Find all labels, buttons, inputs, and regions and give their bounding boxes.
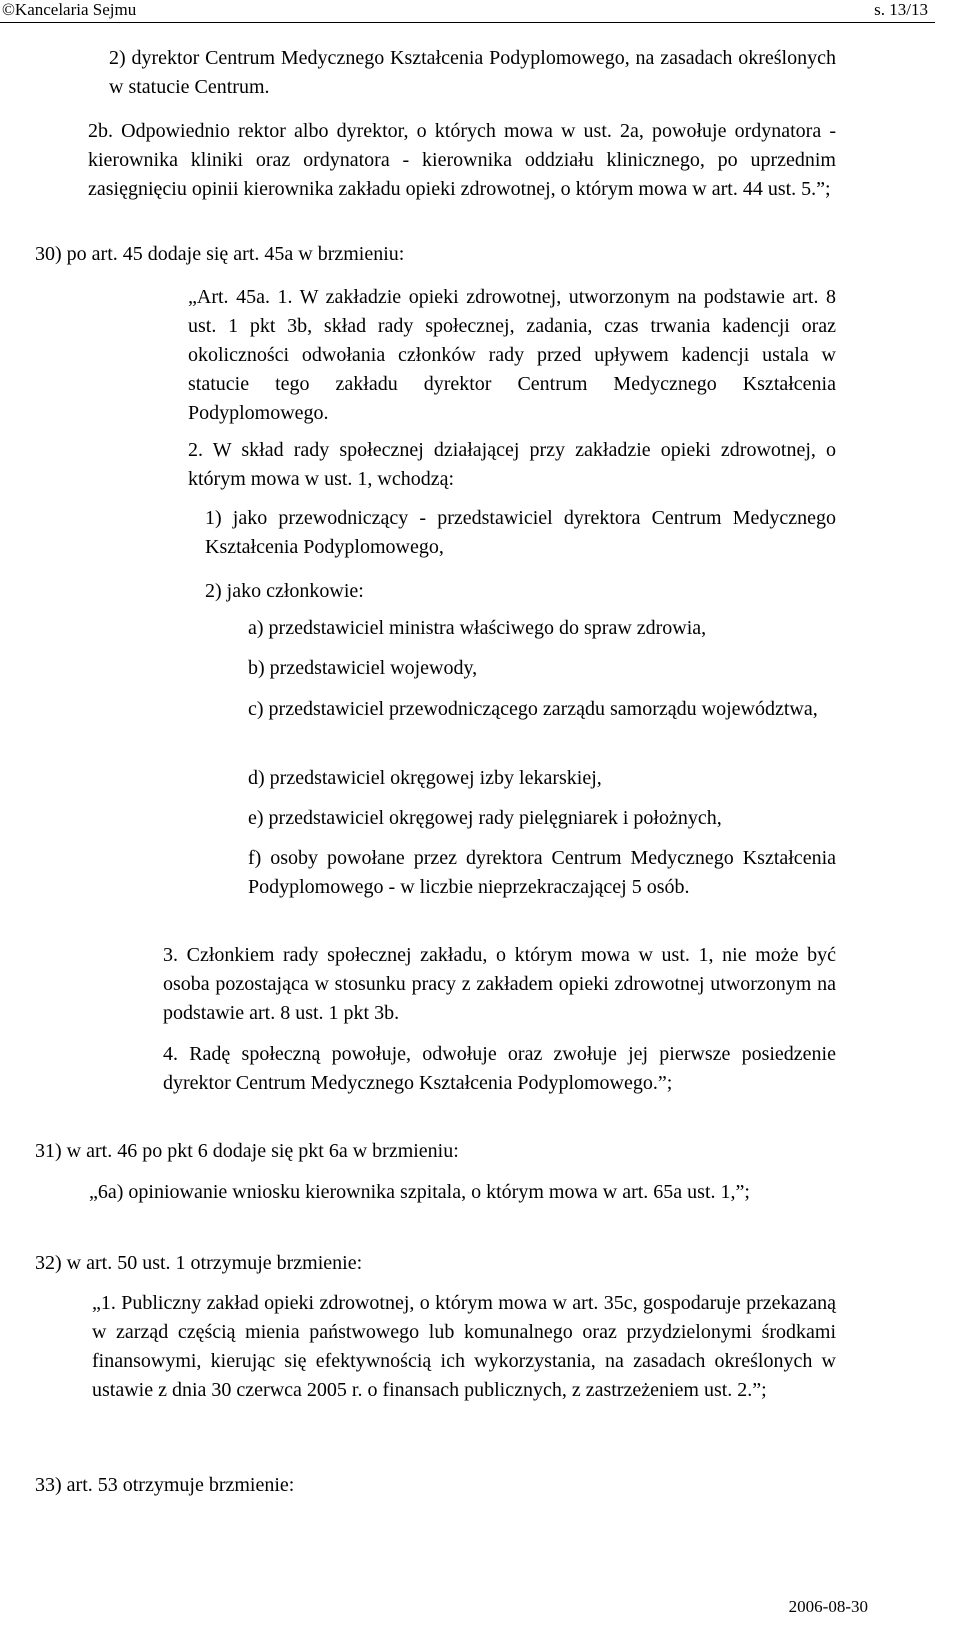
article-45a-section-4: [163, 1040, 836, 1098]
header-page-number: s. 13/13: [874, 0, 928, 19]
paragraph-text: 2) dyrektor Centrum Medycznego Kształcenia Podyplomowego, na zasadach określonych w statucie Centrum.: [109, 47, 836, 98]
list-item-members: [205, 577, 836, 606]
list-item-a: [248, 614, 836, 643]
article-50-section-1: [92, 1289, 836, 1405]
paragraph-text: 33) art. 53 otrzymuje brzmienie:: [35, 1474, 295, 1496]
header-copyright: ©Kancelaria Sejmu: [2, 0, 137, 19]
list-item-b: [248, 654, 836, 683]
paragraph-text: 4. Radę społeczną powołuje, odwołuje oraz zwołuje jej pierwsze posiedzenie dyrektor Centrum Medycznego Kształcenia Podyplomowego.”;: [163, 1043, 836, 1094]
paragraph-text: d) przedstawiciel okręgowej izby lekarskiej,: [248, 767, 602, 789]
paragraph-text: „1. Publiczny zakład opieki zdrowotnej, o którym mowa w art. 35c, gospodaruje przekazaną w zarząd częścią mienia państwowego lub komunalnego oraz przydzielonymi środkami finansowymi, kierując się efektywnością ich wykorzystania, na zasadach określonych w ustawie z dnia 30 czerwca 2005 r. o finansach publicznych, z zastrzeżeniem ust. 2.”;: [92, 1292, 836, 1401]
paragraph-text: f) osoby powołane przez dyrektora Centrum Medycznego Kształcenia Podyplomowego - w liczbie nieprzekraczającej 5 osób.: [248, 847, 836, 898]
list-item-e: [248, 804, 836, 833]
paragraph-text: „Art. 45a. 1. W zakładzie opieki zdrowotnej, utworzonym na podstawie art. 8 ust. 1 pkt 3b, skład rady społecznej, zadania, czas trwania kadencji oraz okoliczności odwołania członków rady przed upływem kadencji ustala w statucie tego zakładu dyrektor Centrum Medycznego Kształcenia Podyplomowego.: [188, 286, 836, 424]
article-45a-section-1: [188, 283, 836, 428]
list-item-chairman: [205, 504, 836, 562]
header-rule: [0, 22, 935, 23]
paragraph-text: b) przedstawiciel wojewody,: [248, 657, 478, 679]
paragraph-text: 2) jako członkowie:: [205, 580, 364, 602]
paragraph-text: 2. W skład rady społecznej działającej przy zakładzie opieki zdrowotnej, o którym mowa w ust. 1, wchodzą:: [188, 439, 836, 490]
amendment-31: [35, 1137, 835, 1166]
footer-date: 2006-08-30: [788, 1597, 868, 1616]
article-45a-section-3: [163, 941, 836, 1028]
paragraph-text: 31) w art. 46 po pkt 6 dodaje się pkt 6a w brzmieniu:: [35, 1140, 459, 1162]
article-45a-section-2: [188, 436, 836, 494]
paragraph-text: c) przedstawiciel przewodniczącego zarządu samorządu województwa,: [248, 698, 818, 720]
paragraph-text: 1) jako przewodniczący - przedstawiciel dyrektora Centrum Medycznego Kształcenia Podyplomowego,: [205, 507, 836, 558]
paragraph-item-2: [109, 44, 836, 102]
amendment-32: [35, 1249, 835, 1278]
point-6a: [89, 1178, 835, 1207]
list-item-d: [248, 764, 836, 793]
amendment-33: [35, 1471, 835, 1500]
paragraph-text: 30) po art. 45 dodaje się art. 45a w brzmieniu:: [35, 243, 405, 265]
paragraph-text: e) przedstawiciel okręgowej rady pielęgniarek i położnych,: [248, 807, 722, 829]
amendment-30: [35, 240, 835, 269]
list-item-f: [248, 844, 836, 902]
paragraph-text: „6a) opiniowanie wniosku kierownika szpitala, o którym mowa w art. 65a ust. 1,”;: [89, 1181, 750, 1203]
paragraph-2b: [88, 117, 836, 204]
list-item-c: [248, 695, 836, 724]
paragraph-text: 32) w art. 50 ust. 1 otrzymuje brzmienie:: [35, 1252, 363, 1274]
paragraph-text: a) przedstawiciel ministra właściwego do spraw zdrowia,: [248, 617, 707, 639]
paragraph-text: 3. Członkiem rady społecznej zakładu, o którym mowa w ust. 1, nie może być osoba pozostająca w stosunku pracy z zakładem opieki zdrowotnej utworzonym na podstawie art. 8 ust. 1 pkt 3b.: [163, 944, 836, 1024]
paragraph-text: 2b. Odpowiednio rektor albo dyrektor, o których mowa w ust. 2a, powołuje ordynatora - kierownika kliniki oraz ordynatora - kierownika oddziału klinicznego, po uprzednim zasięgnięciu opinii kierownika zakładu opieki zdrowotnej, o którym mowa w art. 44 ust. 5.”;: [88, 120, 836, 200]
